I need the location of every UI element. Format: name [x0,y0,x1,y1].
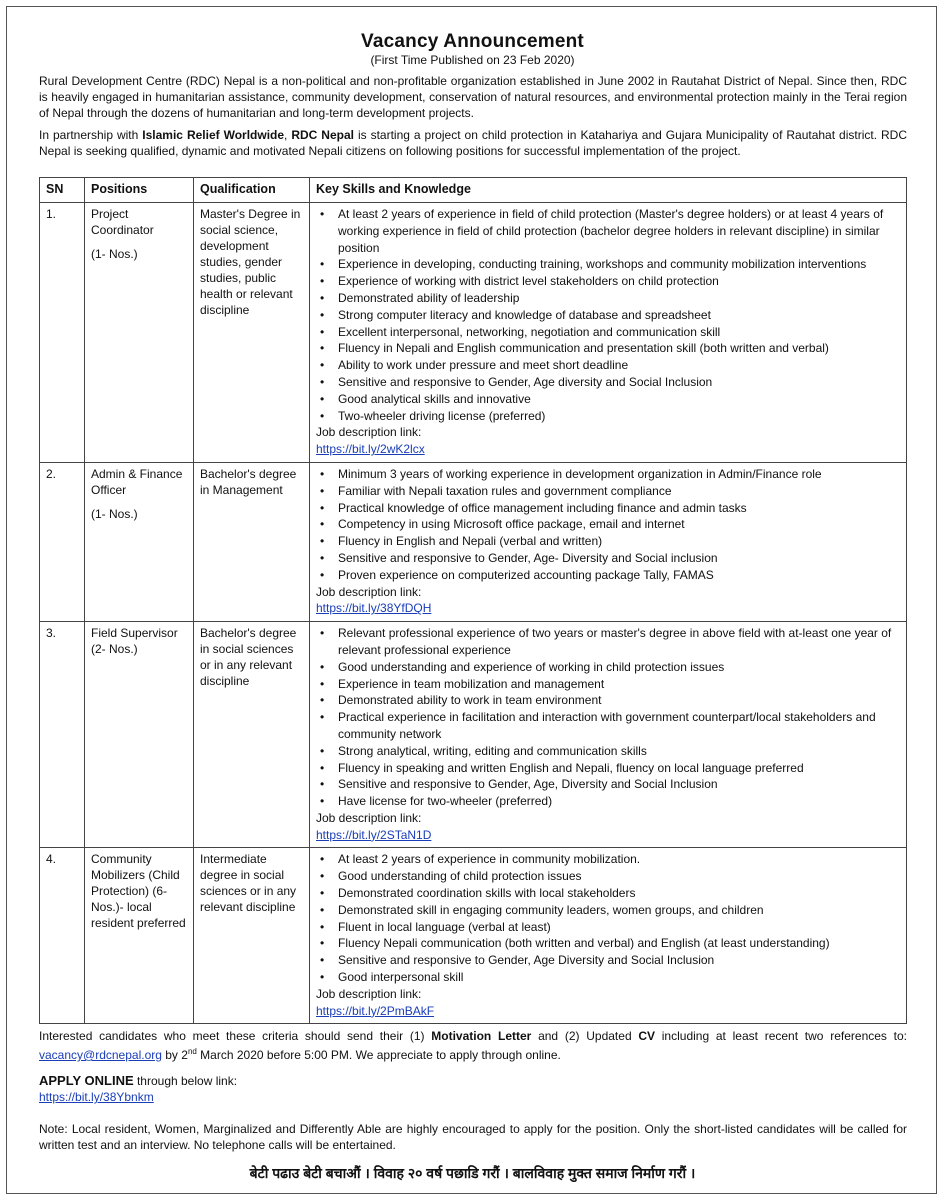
list-item: • Minimum 3 years of working experience in development organization in Admin/Finance role [316,466,900,483]
list-item: • Familiar with Nepali taxation rules and government compliance [316,483,900,500]
position-name: Field Supervisor (2- Nos.) [91,626,178,657]
list-item: • Good understanding of child protection issues [316,868,900,885]
list-item: • Demonstrated coordination skills with local stakeholders [316,885,900,902]
vacancy-rows [40,203,907,1024]
job-description-link[interactable]: https://bit.ly/2PmBAkF [316,1003,435,1018]
apply-online-heading: APPLY ONLINE [39,1073,134,1088]
row-skills [310,848,907,1024]
list-item: • Fluency Nepali communication (both written and verbal) and English (at least understanding) [316,935,900,952]
row-position [85,462,194,621]
note-paragraph: Note: Local resident, Women, Marginalized and Differently Able are highly encouraged to apply for the position. Only the short-listed candidates will be called for written test and an interview. No telephone calls will be entertained. [39,1122,907,1152]
job-description-link[interactable]: https://bit.ly/2wK2lcx [316,442,425,457]
list-item: • At least 2 years of experience in community mobilization. [316,851,900,868]
list-item: • Demonstrated skill in engaging community leaders, women groups, and children [316,902,900,919]
row-skills [310,622,907,848]
page-title: Vacancy Announcement [361,31,584,52]
vacancy-table [39,177,907,1024]
row-skills [310,203,907,463]
row-sn: 2. [40,462,85,621]
list-item: • Two-wheeler driving license (preferred) [316,408,900,425]
list-item: • Proven experience on computerized accounting package Tally, FAMAS [316,567,900,584]
announcement-page [6,6,937,1194]
cv-label: CV [638,1029,656,1043]
job-description-label: Job description link: [316,810,422,825]
list-item: • Strong computer literacy and knowledge of database and spreadsheet [316,307,900,324]
skills-list [316,851,900,985]
job-description-label: Job description link: [316,584,422,599]
list-item: • Sensitive and responsive to Gender, Age, Diversity and Social Inclusion [316,776,900,793]
list-item: • Good analytical skills and innovative [316,391,900,408]
table-header-row [40,178,907,203]
list-item: • Demonstrated ability to work in team environment [316,692,900,709]
job-description-label: Job description link: [316,425,422,440]
list-item: • Good interpersonal skill [316,969,900,986]
spacer [91,238,187,246]
partnership-text: , [284,128,292,142]
list-item: • Sensitive and responsive to Gender, Age diversity and Social Inclusion [316,374,900,391]
job-description-link[interactable]: https://bit.ly/38YfDQH [316,601,432,616]
intro-paragraph: Rural Development Centre (RDC) Nepal is a non-political and non-profitable organization established in June 2002 in Rautahat District of Nepal. Since then, RDC is heavily engaged in humanitarian assistance, community development, conservation of natural resources, and environmental protection mainly in the Terai region of Nepal through the dozens of humanitarian and long-term development projects. [39,74,907,120]
skills-list [316,625,900,810]
list-item: • Competency in using Microsoft office package, email and internet [316,516,900,533]
table-row [40,462,907,621]
position-count: (1- Nos.) [91,247,138,261]
list-item: • Relevant professional experience of two years or master's degree in above field with at-least one year of relevant professional experience [316,625,900,659]
application-text: including at least recent two references to: [655,1029,907,1043]
apply-online-link[interactable]: https://bit.ly/38Ybnkm [39,1090,154,1104]
list-item: • Experience of working with district level stakeholders on child protection [316,273,900,290]
table-row [40,622,907,848]
org-name: RDC Nepal [291,128,354,142]
list-item: • Experience in team mobilization and management [316,676,900,693]
apply-online-text: through below link: [133,1074,238,1088]
date-suffix: nd [187,1047,197,1056]
spacer [91,498,187,506]
list-item: • At least 2 years of experience in field of child protection (Master's degree holders) or at least 4 years of working experience in field of child protection (bachelor degree holders in relevant discipline) in similar position [316,206,900,256]
list-item: • Demonstrated ability of leadership [316,290,900,307]
header-qualification: Qualification [194,178,310,203]
position-name: Admin & Finance Officer [91,466,183,497]
job-description-label: Job description link: [316,986,422,1001]
application-text: March 2020 before 5:00 PM. We appreciate to apply through online. [196,1048,561,1062]
header-sn: SN [40,178,85,203]
row-qualification: Master's Degree in social science, development studies, gender studies, public health or relevant discipline [194,203,310,463]
partnership-text: is starting a project on child protection in Katahariya and Gujara Municipality of Rautahat district. RDC Nepal is seeking qualified, dynamic and motivated Nepali citizens on following positions for successful implementation of the project. [39,128,908,158]
list-item: • Practical knowledge of office management including finance and admin tasks [316,500,900,517]
partner-name: Islamic Relief Worldwide [142,128,285,142]
row-sn: 3. [40,622,85,848]
list-item: • Excellent interpersonal, networking, negotiation and communication skill [316,324,900,341]
publish-date: (First Time Published on 23 Feb 2020) [370,53,575,67]
job-description-link[interactable]: https://bit.ly/2STaN1D [316,827,432,842]
list-item: • Fluency in English and Nepali (verbal and written) [316,533,900,550]
application-text: by 2 [161,1048,188,1062]
skills-list [316,206,900,424]
list-item: • Practical experience in facilitation and interaction with government counterpart/local stakeholders and community network [316,709,900,743]
skills-list [316,466,900,584]
list-item: • Have license for two-wheeler (preferred) [316,793,900,810]
row-qualification: Bachelor's degree in Management [194,462,310,621]
row-skills [310,462,907,621]
application-text: and (2) Updated [531,1029,639,1043]
row-qualification: Bachelor's degree in social sciences or in any relevant discipline [194,622,310,848]
position-name: Community Mobilizers (Child Protection) (6-Nos.)- local resident preferred [91,852,186,931]
motivation-letter-label: Motivation Letter [431,1029,532,1043]
partnership-paragraph [39,127,907,159]
table-row [40,848,907,1024]
row-position [85,622,194,848]
table-row [40,203,907,463]
row-position [85,848,194,1024]
header-positions: Positions [85,178,194,203]
header-skills: Key Skills and Knowledge [310,178,907,203]
row-sn: 4. [40,848,85,1024]
application-instructions [39,1028,907,1063]
list-item: • Sensitive and responsive to Gender, Age- Diversity and Social inclusion [316,550,900,567]
list-item: • Experience in developing, conducting training, workshops and community mobilization interventions [316,256,900,273]
row-qualification: Intermediate degree in social sciences or in any relevant discipline [194,848,310,1024]
list-item: • Strong analytical, writing, editing and communication skills [316,743,900,760]
row-position [85,203,194,463]
application-text: Interested candidates who meet these criteria should send their (1) [39,1029,432,1043]
email-link[interactable]: vacancy@rdcnepal.org [39,1048,162,1062]
partnership-text: In partnership with [39,128,143,142]
list-item: • Fluent in local language (verbal at least) [316,919,900,936]
apply-online-section [39,1073,907,1105]
list-item: • Good understanding and experience of working in child protection issues [316,659,900,676]
list-item: • Ability to work under pressure and meet short deadline [316,357,900,374]
footer-slogan: बेटी पढाउ बेटी बचाऔं । विवाह २० वर्ष पछाडि गरौं । बालविवाह मुक्त समाज निर्माण गरौं । [249,1165,696,1181]
row-sn: 1. [40,203,85,463]
list-item: • Sensitive and responsive to Gender, Age Diversity and Social Inclusion [316,952,900,969]
position-name: Project Coordinator [91,207,154,237]
list-item: • Fluency in Nepali and English communication and presentation skill (both written and verbal) [316,340,900,357]
position-count: (1- Nos.) [91,506,138,521]
list-item: • Fluency in speaking and written English and Nepali, fluency on local language preferred [316,760,900,777]
